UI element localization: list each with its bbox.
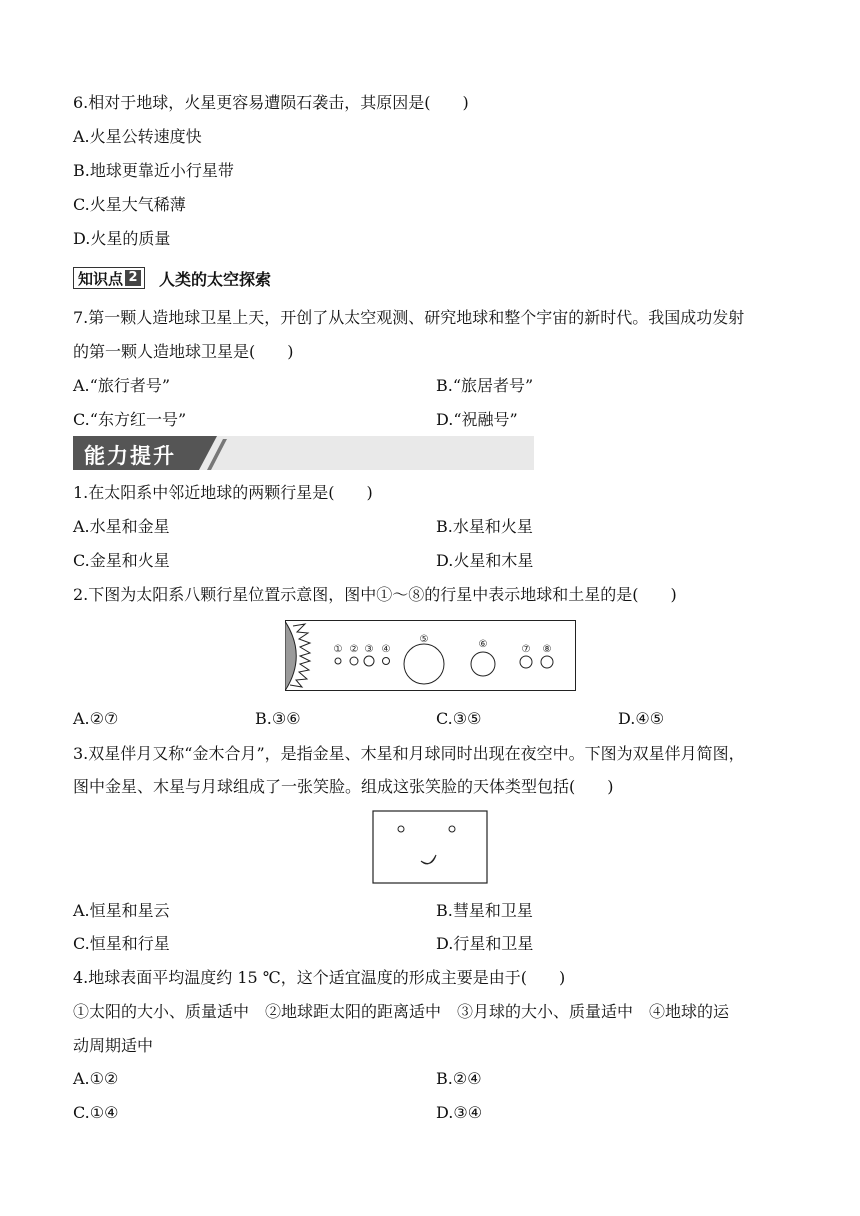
- p1-option-c: C.金星和火星: [73, 551, 170, 570]
- planet-label-8: ⑧: [542, 644, 552, 655]
- planet-positions-diagram: [285, 620, 577, 692]
- planet-label-1: ①: [333, 644, 343, 655]
- p4-statements-line2: 动周期适中: [73, 1036, 154, 1055]
- p2-option-d: D.④⑤: [618, 709, 665, 728]
- q7-stem-line1: 7.第一颗人造地球卫星上天，开创了从太空观测、研究地球和整个宇宙的新时代。我国成功发射: [73, 308, 745, 327]
- planet-label-7: ⑦: [521, 644, 531, 655]
- p3-option-c: C.恒星和行星: [73, 934, 170, 953]
- p3-stem-line1: 3.双星伴月又称“金木合月”，是指金星、木星和月球同时出现在夜空中。下图为双星伴月简图，: [73, 744, 745, 763]
- p1-stem: 1.在太阳系中邻近地球的两颗行星是( ): [73, 483, 373, 502]
- section-banner-title: 能力提升: [84, 444, 176, 468]
- q6-option-d: D.火星的质量: [73, 229, 171, 248]
- knowledge-point-heading: [73, 266, 271, 290]
- q7-option-c: C.“东方红一号”: [73, 410, 187, 429]
- p3-stem-line2: 图中金星、木星与月球组成了一张笑脸。组成这张笑脸的天体类型包括( ): [73, 777, 614, 796]
- p4-option-d: D.③④: [436, 1103, 483, 1122]
- p2-option-a: A.②⑦: [73, 709, 119, 728]
- q7-stem-line2: 的第一颗人造地球卫星是( ): [73, 342, 294, 361]
- p3-option-d: D.行星和卫星: [436, 934, 534, 953]
- solar-system-figure: [285, 620, 577, 696]
- section-banner: [73, 436, 534, 470]
- knowledge-point-label: 知识点: [78, 269, 124, 288]
- q6-stem: 6.相对于地球，火星更容易遭陨石袭击，其原因是( ): [73, 93, 469, 112]
- q6-option-a: A.火星公转速度快: [73, 127, 202, 146]
- q7-option-b: B.“旅居者号”: [436, 376, 534, 395]
- p2-stem: 2.下图为太阳系八颗行星位置示意图，图中①～⑧的行星中表示地球和土星的是( ): [73, 585, 677, 604]
- planet-label-5: ⑤: [419, 634, 429, 645]
- p4-option-c: C.①④: [73, 1103, 119, 1122]
- q6-option-b: B.地球更靠近小行星带: [73, 161, 234, 180]
- planet-label-4: ④: [381, 644, 391, 655]
- q7-option-d: D.“祝融号”: [436, 410, 518, 429]
- planet-label-2: ②: [349, 644, 359, 655]
- knowledge-point-title: 人类的太空探索: [159, 269, 272, 289]
- p1-option-d: D.火星和木星: [436, 551, 534, 570]
- p4-option-a: A.①②: [73, 1069, 119, 1088]
- smiley-sky-figure: [372, 810, 488, 890]
- p1-option-a: A.水星和金星: [73, 517, 170, 536]
- planet-label-3: ③: [364, 644, 374, 655]
- p3-option-b: B.彗星和卫星: [436, 901, 533, 920]
- p4-option-b: B.②④: [436, 1069, 482, 1088]
- p2-option-b: B.③⑥: [255, 709, 301, 728]
- p4-stem: 4.地球表面平均温度约 15 ℃，这个适宜温度的形成主要是由于( ): [73, 968, 566, 987]
- planet-label-6: ⑥: [478, 639, 488, 650]
- q6-option-c: C.火星大气稀薄: [73, 195, 186, 214]
- p1-option-b: B.水星和火星: [436, 517, 533, 536]
- venus-jupiter-moon-diagram: [372, 810, 488, 886]
- p2-option-c: C.③⑤: [436, 709, 482, 728]
- p4-statements-line1: ①太阳的大小、质量适中 ②地球距太阳的距离适中 ③月球的大小、质量适中 ④地球的运: [73, 1002, 730, 1021]
- knowledge-point-badge: [73, 267, 145, 289]
- q7-option-a: A.“旅行者号”: [73, 376, 171, 395]
- knowledge-point-number: 2: [125, 270, 141, 286]
- p3-option-a: A.恒星和星云: [73, 901, 170, 920]
